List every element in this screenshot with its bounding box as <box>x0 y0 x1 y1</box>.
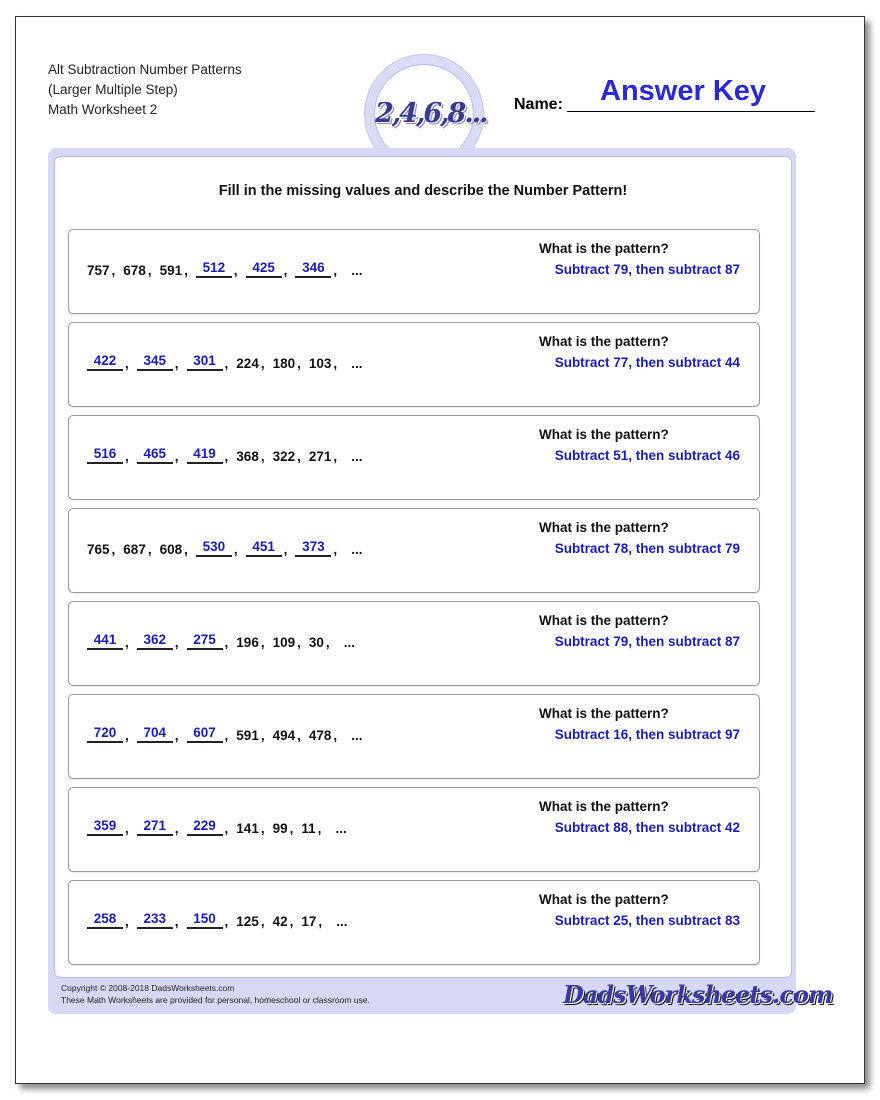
comma-separator: , <box>260 449 265 464</box>
given-value: 17 <box>301 914 317 929</box>
given-value: 687 <box>123 542 146 557</box>
missing-value-answer: 720 <box>87 725 123 743</box>
pattern-question: What is the pattern? <box>539 799 669 814</box>
comma-separator: , <box>283 542 288 557</box>
pattern-question: What is the pattern? <box>539 520 669 535</box>
sequence-ellipsis: ... <box>351 449 363 464</box>
given-value: 224 <box>236 356 259 371</box>
sequence-ellipsis: ... <box>351 542 363 557</box>
missing-value-answer: 275 <box>187 632 223 650</box>
comma-separator: , <box>297 635 301 650</box>
comma-separator: , <box>297 449 301 464</box>
missing-value-answer: 422 <box>87 353 123 371</box>
number-sequence <box>87 905 347 929</box>
sequence-ellipsis: ... <box>351 356 363 371</box>
given-value: 322 <box>272 449 296 464</box>
comma-separator: , <box>260 356 265 371</box>
number-sequence <box>87 440 362 464</box>
pattern-question: What is the pattern? <box>539 427 669 442</box>
problem-card <box>68 694 760 779</box>
number-sequence <box>87 254 362 278</box>
missing-value-answer: 441 <box>87 632 123 650</box>
given-value: 478 <box>308 728 332 743</box>
missing-value-answer: 362 <box>137 632 173 650</box>
pattern-question: What is the pattern? <box>539 613 669 628</box>
comma-separator: , <box>260 914 265 929</box>
comma-separator: , <box>333 449 338 464</box>
comma-separator: , <box>174 914 179 929</box>
given-value: 11 <box>301 821 316 836</box>
given-value: 30 <box>308 635 324 650</box>
sequence-ellipsis: ... <box>351 263 363 278</box>
pattern-answer: Subtract 77, then subtract 44 <box>554 355 740 370</box>
comma-separator: , <box>317 821 322 836</box>
given-value: 494 <box>272 728 296 743</box>
comma-separator: , <box>333 263 338 278</box>
sequence-ellipsis: ... <box>336 914 348 929</box>
comma-separator: , <box>325 635 330 650</box>
missing-value-answer: 704 <box>137 725 173 743</box>
number-sequence <box>87 626 355 650</box>
comma-separator: , <box>174 356 179 371</box>
comma-separator: , <box>233 263 238 278</box>
given-value: 757 <box>87 263 110 278</box>
pattern-answer: Subtract 25, then subtract 83 <box>554 913 740 928</box>
given-value: 125 <box>236 914 259 929</box>
number-sequence <box>87 812 347 836</box>
missing-value-answer: 150 <box>187 911 223 929</box>
comma-separator: , <box>297 356 301 371</box>
given-value: 591 <box>236 728 259 743</box>
problem-card <box>68 415 760 500</box>
comma-separator: , <box>224 356 229 371</box>
comma-separator: , <box>224 914 229 929</box>
comma-separator: , <box>184 542 188 557</box>
pattern-question: What is the pattern? <box>539 706 669 721</box>
problem-card <box>68 880 760 965</box>
comma-separator: , <box>174 635 179 650</box>
missing-value-answer: 451 <box>246 539 282 557</box>
comma-separator: , <box>260 821 265 836</box>
comma-separator: , <box>111 263 116 278</box>
sequence-ellipsis: ... <box>351 728 363 743</box>
comma-separator: , <box>260 635 265 650</box>
missing-value-answer: 465 <box>137 446 173 464</box>
comma-separator: , <box>125 914 129 929</box>
comma-separator: , <box>125 635 129 650</box>
pattern-question: What is the pattern? <box>539 241 669 256</box>
copyright-block <box>61 982 370 1006</box>
sequence-ellipsis: ... <box>343 635 355 650</box>
comma-separator: , <box>125 449 129 464</box>
missing-value-answer: 530 <box>196 539 232 557</box>
comma-separator: , <box>147 542 152 557</box>
given-value: 103 <box>308 356 332 371</box>
given-value: 180 <box>272 356 296 371</box>
missing-value-answer: 271 <box>137 818 173 836</box>
missing-value-answer: 233 <box>137 911 173 929</box>
pattern-answer: Subtract 16, then subtract 97 <box>554 727 740 742</box>
problem-card <box>68 322 760 407</box>
comma-separator: , <box>111 542 116 557</box>
sequence-ellipsis: ... <box>335 821 347 836</box>
comma-separator: , <box>125 356 129 371</box>
given-value: 42 <box>272 914 288 929</box>
usage-notice: These Math Worksheets are provided for personal, homeschool or classroom use. <box>61 995 370 1005</box>
pattern-question: What is the pattern? <box>539 334 669 349</box>
pattern-answer: Subtract 88, then subtract 42 <box>554 820 740 835</box>
problem-card <box>68 787 760 872</box>
given-value: 196 <box>236 635 259 650</box>
missing-value-answer: 301 <box>187 353 223 371</box>
comma-separator: , <box>224 728 229 743</box>
number-sequence <box>87 719 362 743</box>
title-line-2: (Larger Multiple Step) <box>48 82 178 97</box>
comma-separator: , <box>174 728 179 743</box>
missing-value-answer: 425 <box>246 260 282 278</box>
comma-separator: , <box>289 914 294 929</box>
pattern-answer: Subtract 78, then subtract 79 <box>554 541 740 556</box>
comma-separator: , <box>174 449 179 464</box>
comma-separator: , <box>333 728 338 743</box>
given-value: 141 <box>236 821 259 836</box>
comma-separator: , <box>333 542 338 557</box>
missing-value-answer: 359 <box>87 818 123 836</box>
given-value: 608 <box>159 542 183 557</box>
comma-separator: , <box>224 449 229 464</box>
logo-text: 2,4,6,8... <box>375 98 487 129</box>
comma-separator: , <box>260 728 265 743</box>
pattern-answer: Subtract 79, then subtract 87 <box>554 262 740 277</box>
problem-card <box>68 508 760 593</box>
comma-separator: , <box>289 821 294 836</box>
missing-value-answer: 229 <box>187 818 223 836</box>
missing-value-answer: 516 <box>87 446 123 464</box>
comma-separator: , <box>233 542 238 557</box>
worksheet-title <box>48 60 242 120</box>
missing-value-answer: 373 <box>295 539 331 557</box>
problem-card <box>68 601 760 686</box>
answer-key-label: Answer Key <box>600 75 767 107</box>
problem-card <box>68 229 760 314</box>
comma-separator: , <box>333 356 338 371</box>
missing-value-answer: 258 <box>87 911 123 929</box>
missing-value-answer: 607 <box>187 725 223 743</box>
number-sequence <box>87 347 362 371</box>
copyright-text: Copyright © 2008-2018 DadsWorksheets.com <box>61 983 235 993</box>
number-sequence <box>87 533 362 557</box>
title-line-1: Alt Subtraction Number Patterns <box>48 62 242 77</box>
given-value: 109 <box>272 635 296 650</box>
comma-separator: , <box>283 263 288 278</box>
name-label: Name: <box>514 96 563 113</box>
given-value: 99 <box>272 821 288 836</box>
instructions: Fill in the missing values and describe the Number Pattern! <box>218 183 628 199</box>
comma-separator: , <box>125 728 129 743</box>
given-value: 271 <box>308 449 332 464</box>
pattern-answer: Subtract 51, then subtract 46 <box>554 448 740 463</box>
given-value: 368 <box>236 449 259 464</box>
pattern-answer: Subtract 79, then subtract 87 <box>554 634 740 649</box>
given-value: 765 <box>87 542 110 557</box>
missing-value-answer: 419 <box>187 446 223 464</box>
comma-separator: , <box>174 821 179 836</box>
comma-separator: , <box>184 263 188 278</box>
comma-separator: , <box>297 728 301 743</box>
name-line <box>567 111 815 112</box>
comma-separator: , <box>125 821 129 836</box>
comma-separator: , <box>318 914 323 929</box>
given-value: 678 <box>123 263 146 278</box>
missing-value-answer: 345 <box>137 353 173 371</box>
comma-separator: , <box>147 263 152 278</box>
brand-logo: DadsWorksheets.com <box>563 980 833 1009</box>
comma-separator: , <box>224 635 229 650</box>
comma-separator: , <box>224 821 229 836</box>
pattern-question: What is the pattern? <box>539 892 669 907</box>
given-value: 591 <box>159 263 183 278</box>
title-line-3: Math Worksheet 2 <box>48 102 158 117</box>
missing-value-answer: 346 <box>295 260 331 278</box>
missing-value-answer: 512 <box>196 260 232 278</box>
